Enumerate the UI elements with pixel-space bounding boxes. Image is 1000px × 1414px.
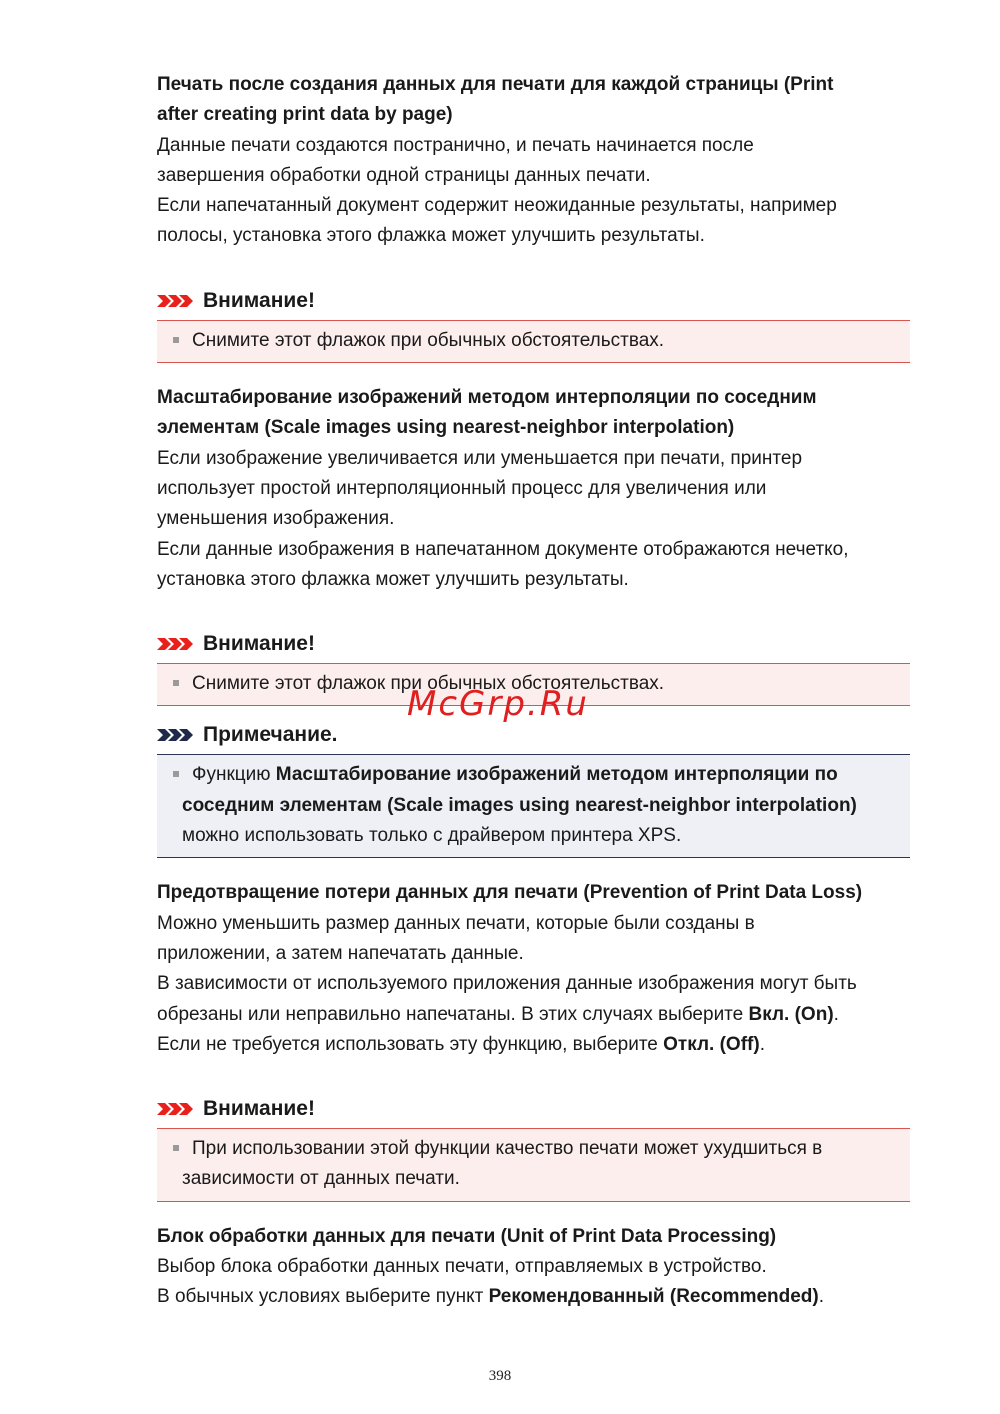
- list-item-text: Снимите этот флажок при обычных обстоятельствах.: [192, 673, 665, 695]
- section-body: [157, 909, 910, 1060]
- heading-line: after creating print data by page): [157, 104, 453, 126]
- caution-callout: [157, 282, 910, 363]
- watermark: McGrp.Ru: [407, 684, 589, 724]
- callout-box: [157, 1128, 910, 1202]
- body-line: обрезаны или неправильно напечатаны. В этих случаях выберите: [157, 1003, 749, 1025]
- section-heading: [157, 70, 910, 131]
- option-on-label: Вкл. (On): [748, 1003, 834, 1025]
- section-body: [157, 444, 910, 595]
- option-off-label: Откл. (Off): [663, 1033, 760, 1055]
- body-line: уменьшения изображения.: [157, 508, 395, 530]
- list-item-text: Функцию: [192, 764, 276, 786]
- body-line: Если напечатанный документ содержит неожиданные результаты, например: [157, 195, 837, 217]
- bullet-icon: [173, 337, 179, 343]
- heading-line: Предотвращение потери данных для печати (Prevention of Print Data Loss): [157, 882, 863, 904]
- option-recommended-label: Рекомендованный (Recommended): [488, 1286, 819, 1308]
- bullet-icon: [173, 1145, 179, 1151]
- list-item-text: При использовании этой функции качество печати может ухудшиться в: [192, 1138, 823, 1160]
- body-line: Данные печати создаются постранично, и печать начинается после: [157, 134, 754, 156]
- body-punct: .: [833, 1003, 839, 1025]
- bullet-icon: [173, 771, 179, 777]
- caution-callout: [157, 1090, 910, 1202]
- list-item-text: можно использовать только с драйвером принтера XPS.: [182, 825, 682, 847]
- body-line: Если изображение увеличивается или уменьшается при печати, принтер: [157, 447, 803, 469]
- callout-title-text: Внимание!: [203, 632, 315, 656]
- section-heading: [157, 878, 910, 908]
- body-line: завершения обработки одной страницы данных печати.: [157, 164, 651, 186]
- section-print-after-creating: [157, 70, 910, 252]
- body-line: В обычных условиях выберите пункт: [157, 1286, 489, 1308]
- body-line: установка этого флажка может улучшить результаты.: [157, 568, 629, 590]
- list-item: [182, 326, 900, 356]
- page-number: 398: [488, 1368, 512, 1384]
- bullet-icon: [173, 680, 179, 686]
- list-item-text: зависимости от данных печати.: [182, 1168, 460, 1190]
- section-body: [157, 1252, 910, 1313]
- heading-line: элементам (Scale images using nearest-neighbor interpolation): [157, 417, 735, 439]
- callout-title-text: Внимание!: [203, 1097, 315, 1121]
- navy-triple-chevron-icon: [157, 727, 197, 743]
- list-item-text: Снимите этот флажок при обычных обстоятельствах.: [192, 329, 665, 351]
- body-line: Если данные изображения в напечатанном документе отображаются нечетко,: [157, 538, 849, 560]
- list-item-bold: Масштабирование изображений методом интерполяции по: [275, 764, 838, 786]
- red-triple-chevron-icon: [157, 293, 197, 309]
- list-item: [182, 1134, 900, 1195]
- section-heading: [157, 1222, 910, 1252]
- callout-title-text: Внимание!: [203, 288, 315, 312]
- body-punct: .: [759, 1033, 765, 1055]
- heading-line: Печать после создания данных для печати для каждой страницы (Print: [157, 74, 834, 95]
- callout-title: [157, 282, 910, 320]
- body-line: приложении, а затем напечатать данные.: [157, 942, 524, 964]
- body-line: Если не требуется использовать эту функцию, выберите: [157, 1033, 664, 1055]
- body-line: Можно уменьшить размер данных печати, которые были созданы в: [157, 912, 755, 934]
- body-punct: .: [818, 1286, 825, 1308]
- callout-title: [157, 1090, 910, 1128]
- section-prevention-data-loss: [157, 878, 910, 1060]
- callout-box: [157, 754, 910, 858]
- body-line: использует простой интерполяционный процесс для увеличения или: [157, 477, 767, 499]
- body-line: Выбор блока обработки данных печати, отправляемых в устройство.: [157, 1256, 767, 1278]
- section-heading: [157, 383, 910, 444]
- list-item: [182, 760, 900, 851]
- note-callout: [157, 716, 910, 858]
- body-line: В зависимости от используемого приложения данные изображения могут быть: [157, 973, 857, 995]
- callout-title: [157, 625, 910, 663]
- heading-line: Блок обработки данных для печати (Unit of Print Data Processing): [157, 1225, 777, 1247]
- section-scale-images: [157, 383, 910, 595]
- body-line: полосы, установка этого флажка может улучшить результаты.: [157, 225, 705, 247]
- list-item-bold: соседним элементам (Scale images using nearest-neighbor interpolation): [182, 794, 857, 816]
- section-body: [157, 131, 910, 252]
- section-unit-of-processing: [157, 1222, 910, 1313]
- callout-title-text: Примечание.: [203, 723, 338, 747]
- callout-box: [157, 320, 910, 363]
- red-triple-chevron-icon: [157, 1101, 197, 1117]
- red-triple-chevron-icon: [157, 636, 197, 652]
- heading-line: Масштабирование изображений методом интерполяции по соседним: [157, 387, 817, 409]
